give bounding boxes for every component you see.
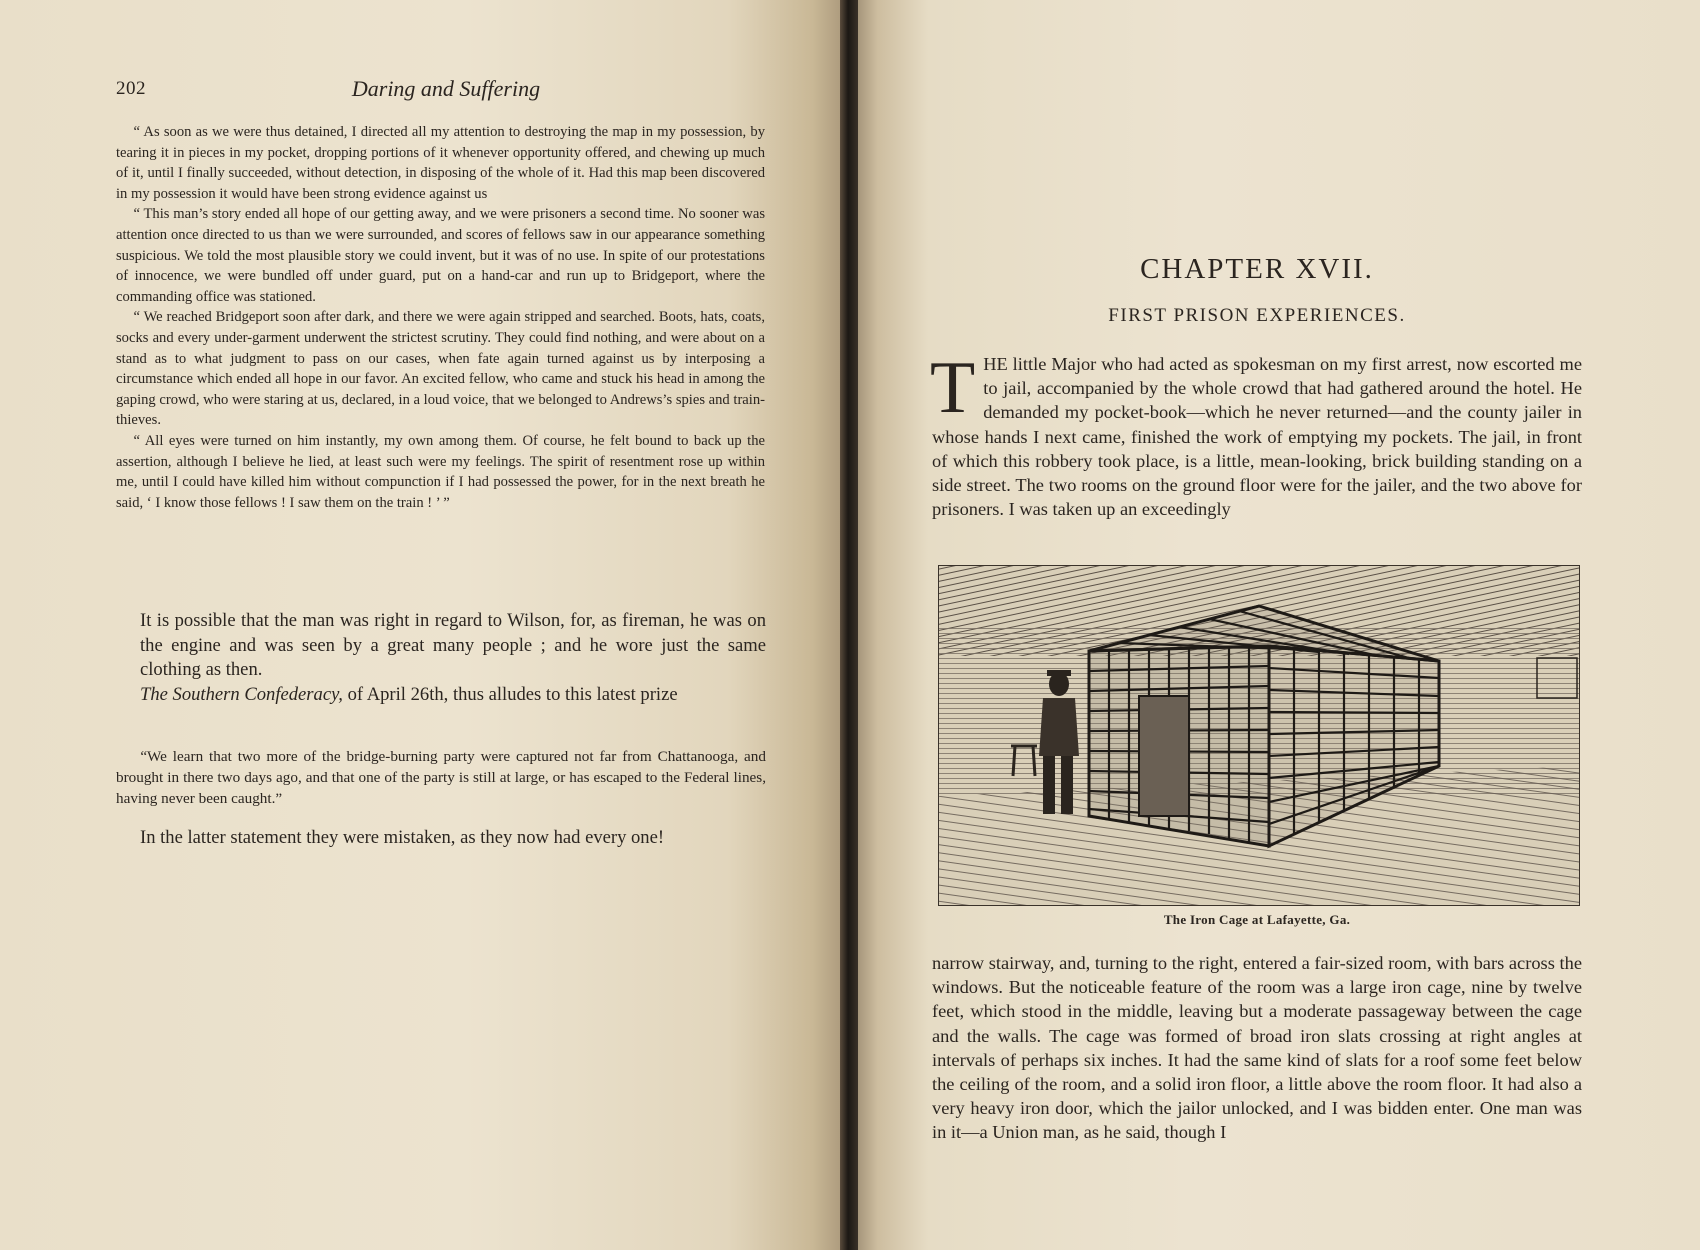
- body-paragraph: [140, 683, 766, 708]
- page-number: 202: [116, 78, 146, 99]
- extract-quote: [116, 122, 765, 513]
- quote-paragraph: “ As soon as we were thus detained, I directed all my attention to destroying the map in my possession, by tearing it in pieces in my pocket, dropping portions of it whenever opportunity offered, and chewing up much of it, until I finally succeeded, without detection, in disposing of the whole of it. Had this map been discovered in my possession it would have been strong evidence against us: [116, 124, 765, 202]
- book-gutter: [840, 0, 858, 1250]
- body-text-left: [140, 609, 766, 707]
- opening-paragraph-text: [930, 347, 1582, 521]
- chapter-subtitle: FIRST PRISON EXPERIENCES.: [1108, 305, 1406, 326]
- chapter-title: CHAPTER XVII.: [1140, 253, 1374, 285]
- body-paragraph: It is possible that the man was right in regard to Wilson, for, as fireman, he was on the engine and was seen by a great many people ; and he wore just the same clothing as then.: [140, 610, 766, 680]
- engraving-svg: [939, 566, 1579, 905]
- running-head: [116, 76, 776, 106]
- continuation-text: narrow stairway, and, turning to the right, entered a fair-sized room, with bars across the windows. But the noticeable feature of the room was a large iron cage, nine by twelve feet, which stood in the middle, leaving but a moderate passageway between the cage and the walls. The cage was formed of broad iron slats crossing at right angles at intervals of perhaps six inches. It had the same kind of slats for a roof some feet below the ceiling of the room, and a solid iron floor, a little above the room floor. It had also a very heavy iron door, which the jailor unlocked, and I was bidden enter. One man was in it—a Union man, as he said, though I: [932, 953, 1582, 1143]
- iron-cage-illustration: [938, 565, 1580, 906]
- drop-cap: T: [930, 347, 976, 429]
- cage-door: [1139, 696, 1189, 816]
- body-text: of April 26th, thus alludes to this latest prize: [342, 683, 678, 705]
- closing-line: In the latter statement they were mistaken, as they now had every one!: [140, 827, 665, 848]
- newspaper-quote-text: “We learn that two more of the bridge-burning party were captured not far from Chattanooga, and brought in there two days ago, and that one of the party is still at large, or has escaped to the Federal lines, having never been caught.”: [116, 748, 766, 807]
- opening-text: HE little Major who had acted as spokesman on my first arrest, now escorted me to jail, accompanied by the whole crowd that had gathered around the hotel. He demanded my pocket-book—which he never returned—and the county jailer in whose hands I next came, finished the work of emptying my pockets. The jail, in front of which this robbery took place, is a little, mean-looking, brick building standing on a side street. The two rooms on the ground floor were for the jailer, and the two above for prisoners. I was taken up an exceedingly: [932, 354, 1582, 520]
- quote-paragraph: “ We reached Bridgeport soon after dark, and there we were again stripped and searched. Boots, hats, coats, socks and every under-garment underwent the strictest scrutiny. They could find nothing, and were about on a stand as to what judgment to pass on our cases, when fate again turned against us by interposing a circumstance which ended all hope in our favor. An excited fellow, who came and stuck his head in among the gaping crowd, who were staring at us, declared, in a loud voice, that we belonged to Andrews’s spies and train-thieves.: [116, 309, 765, 429]
- running-title: Daring and Suffering: [351, 76, 541, 101]
- continuation-paragraph: [932, 951, 1582, 1145]
- quote-paragraph: “ All eyes were turned on him instantly, my own among them. Of course, he felt bound to back up the assertion, although I believe he lied, at least such were my feelings. The spirit of resentment rose up within me, until I could have killed him without compunction if I had possessed the power, for in the next breath he said, ‘ I know those fellows ! I saw them on the train ! ’ ”: [116, 432, 765, 511]
- newspaper-title: The Southern Confederacy,: [140, 683, 343, 705]
- opening-paragraph: [930, 347, 1582, 521]
- quote-paragraph: “ This man’s story ended all hope of our getting away, and we were prisoners a second time. No sooner was attention once directed to us than we were surrounded, and scores of fellows saw in our appearance something suspicious. We told the most plausible story we could invent, but it was of no use. In spite of our protestations of innocence, we were bundled off under guard, put on a hand-car and run up to Bridgeport, where the commanding office was stationed.: [116, 206, 765, 305]
- newspaper-quote: [116, 746, 766, 809]
- figure-caption: The Iron Cage at Lafayette, Ga.: [1163, 912, 1351, 927]
